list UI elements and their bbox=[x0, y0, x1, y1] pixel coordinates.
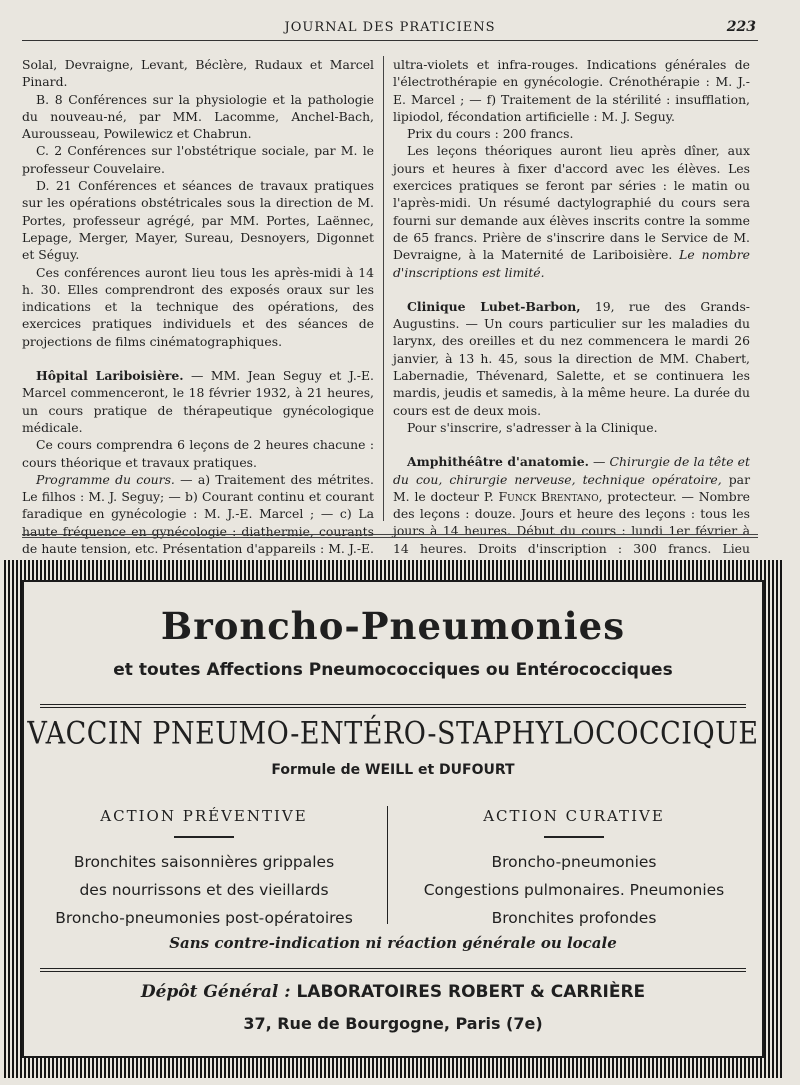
paragraph: Ce cours comprendra 6 leçons de 2 heures chacune : cours théorique et travaux pratiques. bbox=[22, 437, 374, 470]
section-paragraph bbox=[393, 298, 750, 419]
italic-note: Le nombre d'inscriptions est limité. bbox=[393, 247, 750, 280]
heading-underline bbox=[174, 836, 234, 838]
vaccine-name: VACCIN PNEUMO-ENTÉRO-STAPHYLOCOCCIQUE bbox=[27, 716, 759, 752]
depot-line bbox=[24, 982, 762, 1002]
ad-title: Broncho-Pneumonies bbox=[160, 604, 626, 648]
indication-line: Congestions pulmonaires. Pneumonies bbox=[423, 881, 725, 899]
curative-heading: ACTION CURATIVE bbox=[483, 807, 665, 825]
indication-line: Bronchites saisonnières grippales bbox=[73, 853, 335, 871]
paragraph-text: 19, rue des Grands-Augustins. — Un cours particulier sur les maladies du larynx, des oreilles et du nez commencera le mardi 26 janvier, à 13 h. 45, sous la direction de MM. Chabert, Labernadie, Thévenard, Salette, et se continuera les mardis, jeudis et samedis, à la même heure. La durée du cours est de deux mois. bbox=[393, 298, 750, 418]
paragraph: C. 2 Conférences sur l'obstétrique sociale, par M. le professeur Couvelaire. bbox=[22, 143, 374, 176]
paragraph: ultra-violets et infra-rouges. Indications générales de l'électrothérapie en gynécologie. Crénothérapie : M. J.-E. Marcel ; — f) Traitement de la stérilité : insufflation, lipiodol, fécondation artificielle : M. J. Seguy. bbox=[393, 57, 750, 124]
section-paragraph bbox=[22, 367, 374, 436]
left-text-column bbox=[22, 56, 374, 592]
heading-underline bbox=[544, 836, 604, 838]
preventive-column bbox=[24, 802, 384, 932]
journal-title: JOURNAL DES PRATICIENS bbox=[284, 20, 496, 35]
right-text-column bbox=[393, 56, 750, 574]
paragraph-text: par M. le docteur P. bbox=[393, 471, 750, 504]
paragraph-text: — bbox=[588, 454, 610, 470]
ad-rule bbox=[40, 704, 746, 708]
ad-column-divider bbox=[387, 806, 388, 924]
paragraph bbox=[393, 142, 750, 280]
section-heading: Hôpital Lariboisière. bbox=[36, 368, 184, 384]
paragraph: Pour s'inscrire, s'adresser à la Clinique. bbox=[407, 419, 658, 435]
doctor-name: Funck Brentano bbox=[498, 488, 599, 504]
column-divider bbox=[383, 56, 384, 521]
indication-line: des nourrissons et des vieillards bbox=[79, 881, 329, 899]
ad-subtitle: et toutes Affections Pneumococciques ou Entérococciques bbox=[113, 660, 673, 680]
depot-label: Dépôt Général : bbox=[140, 982, 291, 1002]
company-address: 37, Rue de Bourgogne, Paris (7e) bbox=[243, 1014, 543, 1033]
indication-line: Broncho-pneumonies bbox=[491, 853, 657, 871]
advertisement-frame bbox=[4, 560, 782, 1078]
formula-credit: Formule de WEILL et DUFOURT bbox=[271, 762, 515, 778]
paragraph-text: — a) Traitement des métrites. Le filhos : M. J. Seguy; — b) Courant continu et courant faradique en gynécologie : M. J.-E. Marcel ; — c) La haute fréquence en gynécologie : diathermie, courants de haute tension, etc. Présentation d'appareils : M. J.-E. bbox=[22, 471, 374, 557]
section-paragraph bbox=[393, 453, 750, 574]
subheading: Programme du cours. bbox=[36, 471, 175, 487]
indication-line: Bronchites profondes bbox=[491, 909, 657, 927]
contraindication-note: Sans contre-indication ni réaction générale ou locale bbox=[169, 934, 617, 952]
section-rule bbox=[22, 534, 758, 538]
preventive-heading: ACTION PRÉVENTIVE bbox=[100, 807, 308, 825]
paragraph-text: Les leçons théoriques auront lieu après dîner, aux jours et heures à fixer d'accord avec les élèves. Les exercices pratiques se feront par séries : le matin ou l'après-midi. Un résumé dactylographié du cours sera fourni sur demande aux élèves inscrits contre la somme de 65 francs. Prière de s'inscrire dans le Service de M. Devraigne, à la Maternité de Lariboisière. bbox=[393, 143, 750, 263]
paragraph: B. 8 Conférences sur la physiologie et la pathologie du nouveau-né, par MM. Lacomme, Anchel-Bach, Aurousseau, Powilewicz et Chabrun. bbox=[22, 91, 374, 142]
paragraph-text: — MM. Jean Seguy et J.-E. Marcel commenceront, le 18 février 1932, à 21 heures, un cours pratique de thérapeutique gynécologique médicale. bbox=[22, 368, 374, 435]
running-header bbox=[22, 18, 758, 41]
page-number: 223 bbox=[726, 19, 756, 35]
paragraph: Ces conférences auront lieu tous les après-midi à 14 h. 30. Elles comprendront des exposés oraux sur les indications et la technique des opérations, des exercices pratiques individuels et des séances de projections de films cinématographiques. bbox=[22, 264, 374, 349]
section-heading: Amphithéâtre d'anatomie. bbox=[407, 454, 589, 470]
paragraph-text: , protecteur. — Nombre des leçons : douze. Jours et heure des leçons : tous les jours à 14 heures. Début du cours : lundi 1er février à 14 heures. Droits d'inscription : 300 francs. Lieu bbox=[393, 488, 750, 556]
course-topics: Chirurgie de la tête et du cou, chirurgie nerveuse, technique opératoire, bbox=[393, 454, 750, 487]
curative-column bbox=[394, 802, 754, 932]
paragraph: D. 21 Conférences et séances de travaux pratiques sur les opérations obstétricales sous la direction de M. Portes, professeur agrégé, par MM. Portes, Laënnec, Lepage, Merger, Mayer, Sureau, Desnoyers, Digonnet et Séguy. bbox=[22, 178, 374, 263]
paragraph: Solal, Devraigne, Levant, Béclère, Rudaux et Marcel Pinard. bbox=[22, 57, 374, 90]
company-name: LABORATOIRES ROBERT & CARRIÈRE bbox=[296, 982, 646, 1002]
section-heading: Clinique Lubet-Barbon, bbox=[407, 298, 581, 314]
paragraph: Prix du cours : 200 francs. bbox=[407, 126, 574, 142]
indication-line: Broncho-pneumonies post-opératoires bbox=[55, 909, 353, 927]
advertisement-panel bbox=[22, 580, 764, 1058]
ad-rule bbox=[40, 968, 746, 972]
